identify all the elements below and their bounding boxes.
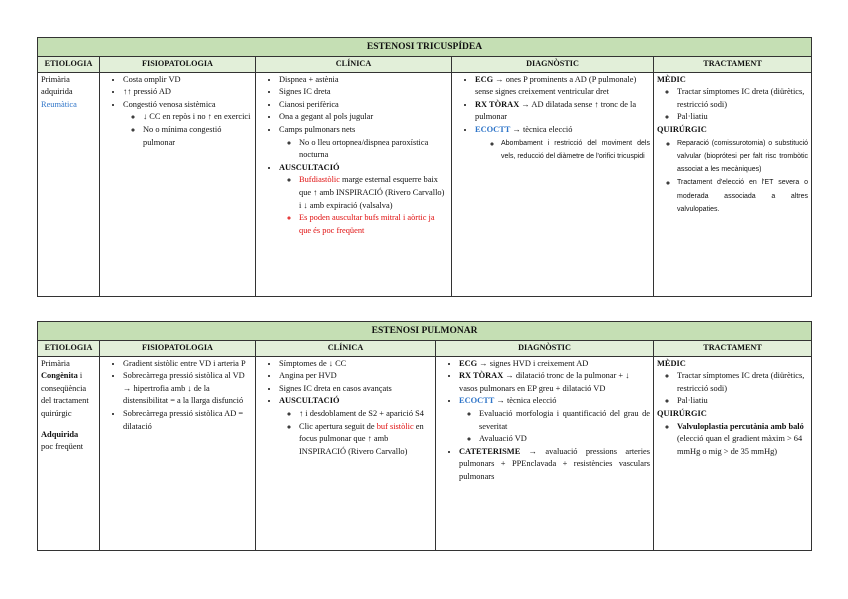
tractament-cell [654,72,812,296]
header-clinica: CLÍNICA [256,341,436,356]
list-item: • Ona a gegant al pols jugular [279,111,448,124]
highlight-red: buf sistòlic [376,421,414,431]
auscultacio-heading: AUSCULTACIÓ [279,162,340,172]
list-item: ◦ Evaluació morfologia i quantificació del grau de severitat [479,408,650,433]
list-item: ◦ Es poden auscultar bufs mitral i aòrtic ja que és poc freqüent [299,212,448,237]
list-item: • Angina per HVD [279,370,432,383]
list-item [123,99,252,149]
adquirida-label: Adquirida [41,429,79,439]
list-item: ◦ ↓ CC en repòs i no ↑ en exercici [143,111,252,124]
list-item: • Dispnea + astènia [279,74,448,87]
medic-heading: MÈDIC [657,74,686,84]
congenita-text: i conseqüència del tractament quirúrgic [41,371,89,418]
etiologia-line: Primària [41,74,70,84]
list-item: ◦ Pal·liatiu [677,395,808,408]
eco-label: ECOCTT [475,124,511,134]
eco-label: ECOCTT [459,396,495,406]
list-item-text: Camps pulmonars nets [279,124,356,134]
etiologia-cell [38,356,100,550]
header-etiologia: ETIOLOGIA [38,57,100,72]
tractament-cell [654,356,812,550]
header-diagnostic: DIAGNÒSTIC [436,341,654,356]
table-title: ESTENOSI PULMONAR [38,322,812,341]
etiologia-cell [38,72,100,296]
ecg-label: ECG [459,358,478,368]
list-item [459,370,650,395]
header-diagnostic: DIAGNÒSTIC [452,57,654,72]
header-etiologia: ETIOLOGIA [38,341,100,356]
list-item: • Costa omplir VD [123,74,252,87]
tricuspid-stenosis-table [37,37,812,297]
list-item: ◦ ↑ i desdoblament de S2 + aparició S4 [299,408,432,421]
list-item: ◦ Reparació (comissurotomia) o substitució valvular (bioprótesi per falt risc trombòtic associat a les mecàniques) [677,137,808,177]
header-tractament: TRACTAMENT [654,57,812,72]
pulmonary-stenosis-table [37,321,812,551]
list-item [299,421,432,459]
clinica-cell [256,72,452,296]
list-item: ◦ No o lleu ortopnea/dispnea paroxística nocturna [299,137,448,162]
list-item: • Símptomes de ↓ CC [279,358,432,371]
rx-label: RX TÒRAX [475,99,520,109]
list-item: ◦ Avaluació VD [479,433,650,446]
list-item [299,174,448,212]
quirurgic-heading: QUIRÚRGIC [657,124,707,134]
list-item: ◦ Tractar símptomes IC dreta (diürètics, restricció sodi) [677,370,808,395]
list-item [475,74,650,99]
list-item [459,358,650,371]
fisiopatologia-cell [100,72,256,296]
list-item-text: Clic apertura seguit de [299,421,377,431]
list-item-text: Congestió venosa sistèmica [123,99,216,109]
etiologia-congenita [41,370,96,420]
list-item-text: → AD dilatada sense ↑ tronc de la pulmonar [475,99,637,122]
list-item [475,124,650,163]
list-item-text: → ones P prominents a AD (P pulmonale) sense signes creixement ventricular dret [475,74,637,97]
list-item: ◦ Tractament d'elecció en l'ET severa o moderada associada a altres valvulopaties. [677,176,808,216]
list-item: ◦ Pal·liatiu [677,111,808,124]
list-item [459,395,650,445]
header-clinica: CLÍNICA [256,57,452,72]
list-item: • Sobrecàrrega pressió sistòlica al VD → hipertrofia amb ↓ de la distensibilitat = a la llarga disfunció [123,370,252,408]
congenita-label: Congènita [41,371,78,381]
fisiopatologia-cell [100,356,256,550]
table-title: ESTENOSI TRICUSPÍDEA [38,38,812,57]
adquirida-text: poc freqüent [41,442,84,452]
list-item: ◦ No o mínima congestió pulmonar [143,124,252,149]
list-item [459,446,650,484]
list-item-text: marge esternal esquerre baix que ↑ amb INSPIRACIÓ (Rivero Carvallo) i ↓ amb expiració (valsalva) [299,175,445,210]
rx-label: RX TÒRAX [459,371,504,381]
medic-heading: MÈDIC [657,358,686,368]
list-item-text: → tècnica elecció [510,124,573,134]
list-item-text: → signes HVD i creixement AD [477,358,589,368]
list-item-text: (elecció quan el gradient màxim > 64 mmHg o mig > de 35 mmHg) [677,434,803,456]
list-item [279,124,448,162]
list-item: ◦ Abombament i restricció del moviment dels vels, reducció del diàmetre de l'orifici tricuspidi [501,137,650,164]
diagnostic-cell [452,72,654,296]
auscultacio-heading: AUSCULTACIÓ [279,396,340,406]
etiologia-reumatica: Reumàtica [41,99,77,109]
list-item-text: → tècnica elecció [494,396,557,406]
list-item [279,395,432,458]
list-item: • Signes IC dreta en casos avançats [279,383,432,396]
list-item: • Signes IC dreta [279,86,448,99]
list-item: • Sobrecàrrega pressió sistòlica AD = dilatació [123,408,252,433]
etiologia-line: Primària [41,358,70,368]
clinica-cell [256,356,436,550]
list-item [677,421,808,459]
list-item-text: → avaluació pressions arteries pulmonars + PPEnclavada + resistències vasculars pulmonars [459,446,650,482]
list-item: • Cianosi perifèrica [279,99,448,112]
list-item-text: → dilatació tronc de la pulmonar + ↓ vasos pulmonars en EP greu + dilatació VD [459,371,630,393]
list-item: ◦ Tractar símptomes IC dreta (diürètics, restricció sodi) [677,86,808,111]
diagnostic-cell [436,356,654,550]
list-item: • ↑↑ pressió AD [123,86,252,99]
header-tractament: TRACTAMENT [654,341,812,356]
list-item-text: en focus pulmonar que ↑ amb INSPIRACIÓ (Rivero Carvallo) [299,421,424,456]
list-item [475,99,650,124]
highlight-red: Bufdiastòlic [299,175,340,185]
list-item: • Gradient sistòlic entre VD i arteria P [123,358,252,371]
quirurgic-heading: QUIRÚRGIC [657,408,707,418]
valvuloplastia-label: Valvuloplastia percutània amb baló [677,421,804,431]
list-item [279,162,448,238]
cateterisme-label: CATETERISME [459,446,521,456]
etiologia-line: adquirida [41,87,73,97]
header-fisiopatologia: FISIOPATOLOGIA [100,341,256,356]
header-fisiopatologia: FISIOPATOLOGIA [100,57,256,72]
ecg-label: ECG [475,74,494,84]
